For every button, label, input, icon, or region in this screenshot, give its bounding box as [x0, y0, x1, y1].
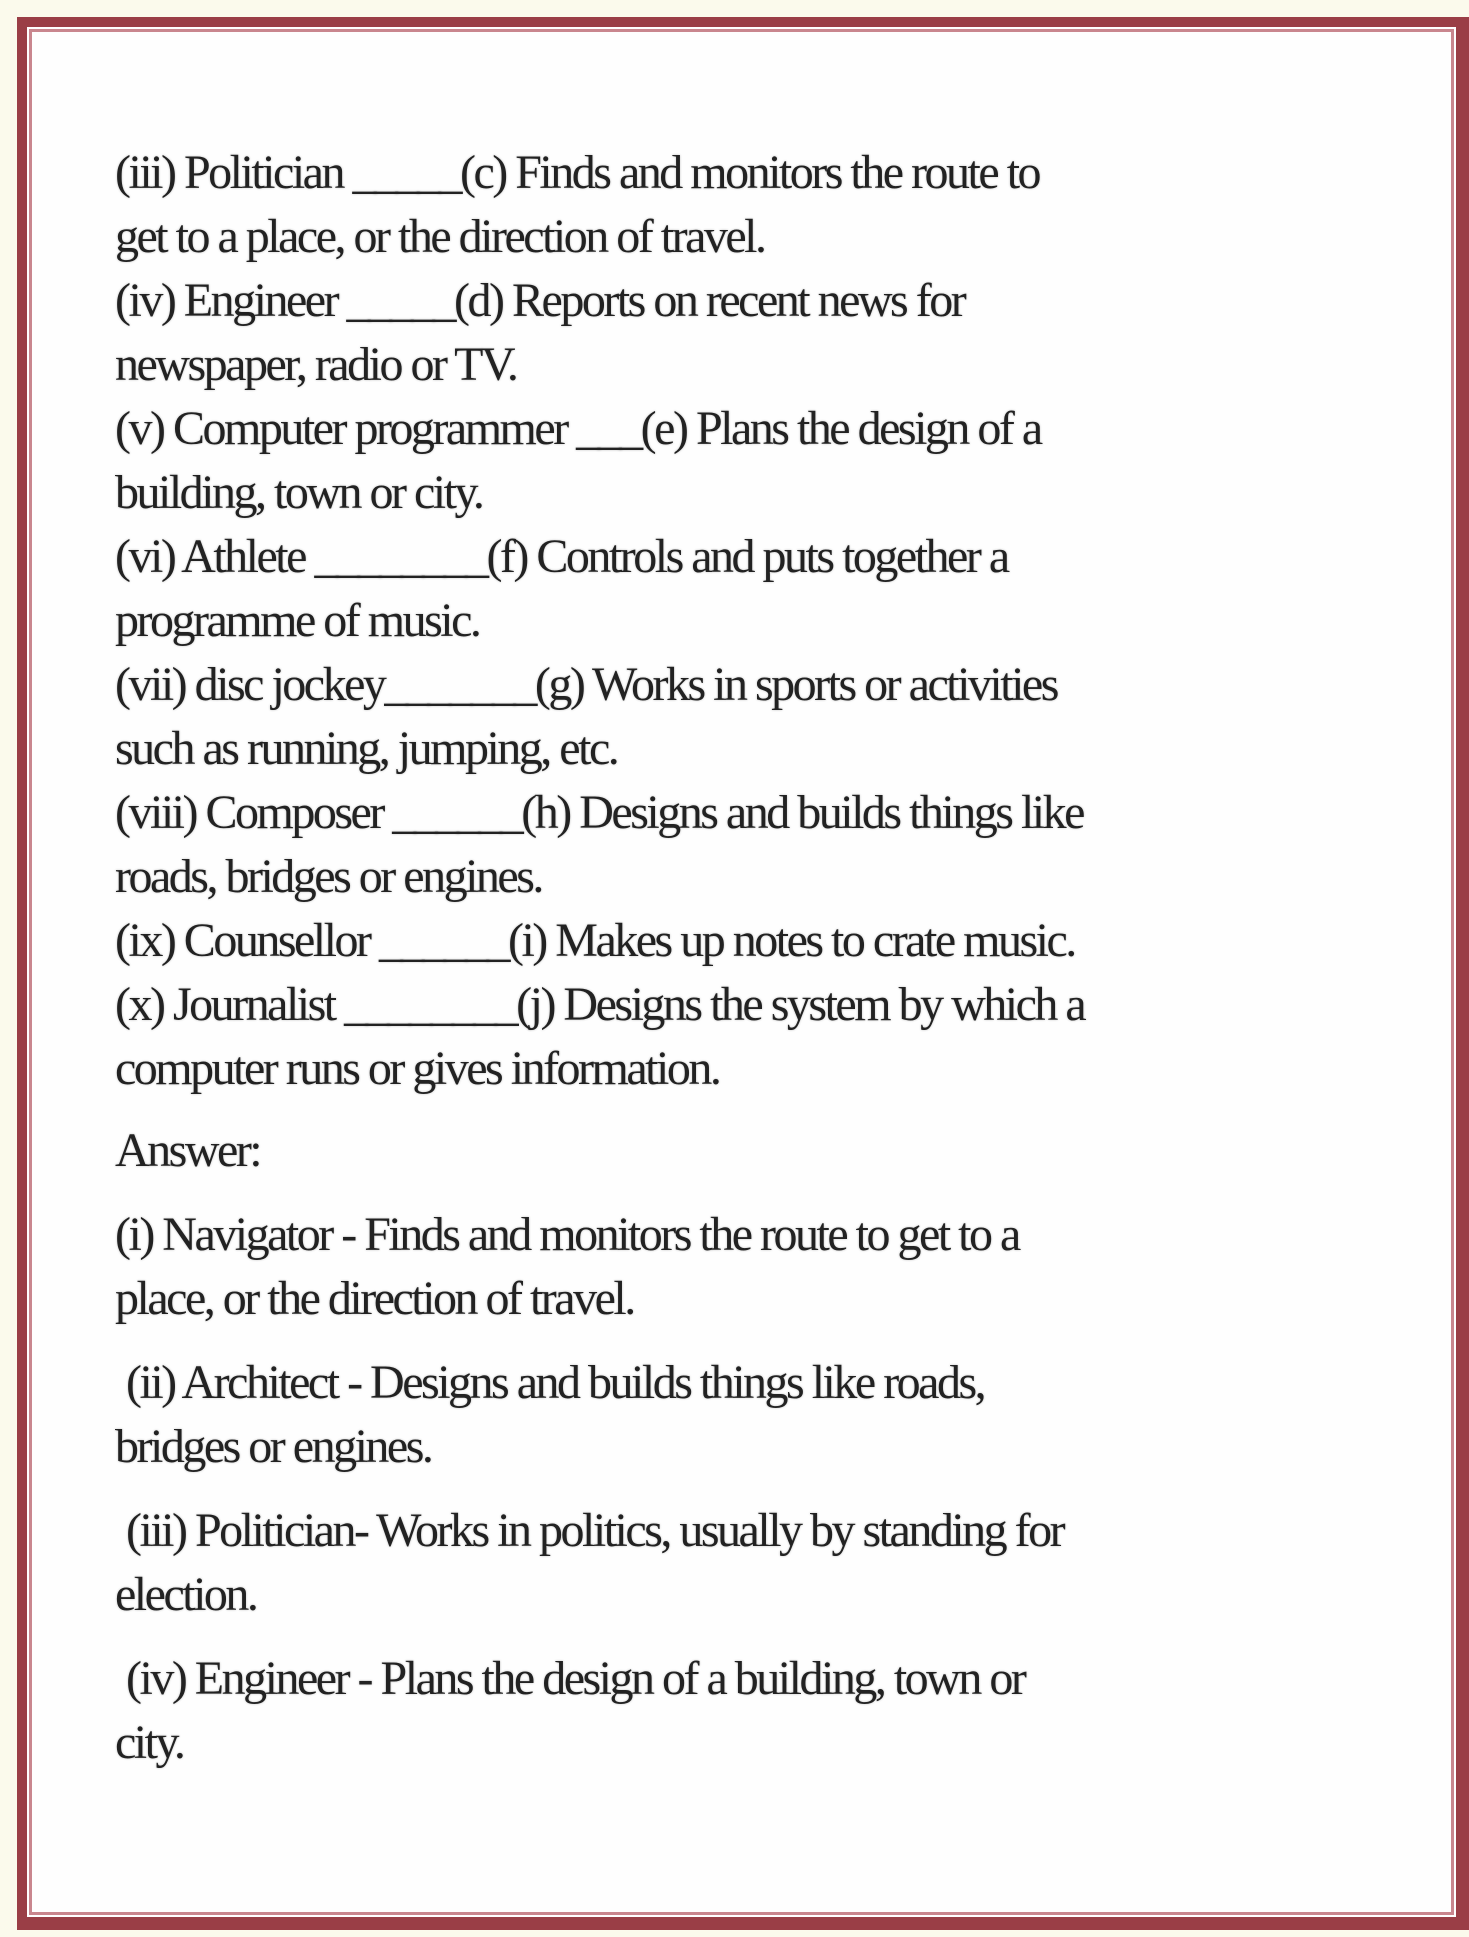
answer-line: (iii) Politician- Works in politics, usually by standing for	[126, 1504, 1064, 1557]
answer-paragraph	[115, 1351, 1433, 1479]
exercise-line: (iii) Politician _____(c) Finds and monitors the route to	[115, 146, 1040, 199]
exercise-line: roads, bridges or engines.	[115, 850, 542, 903]
exercise-line: building, town or city.	[115, 466, 483, 519]
page-border-outer	[17, 17, 1469, 1930]
exercise-line: computer runs or gives information.	[115, 1042, 720, 1095]
exercise-line: such as running, jumping, etc.	[115, 722, 618, 775]
answer-paragraph	[115, 1203, 1433, 1331]
answer-line: election.	[115, 1568, 257, 1621]
exercise-line: (vii) disc jockey_______(g) Works in sports or activities	[115, 658, 1057, 711]
exercise-line: (viii) Composer ______(h) Designs and builds things like	[115, 786, 1083, 839]
exercise-line: (ix) Counsellor ______(i) Makes up notes to crate music.	[115, 914, 1075, 967]
exercise-line: (v) Computer programmer ___(e) Plans the design of a	[115, 402, 1041, 455]
answer-line: (ii) Architect - Designs and builds things like roads,	[126, 1356, 985, 1409]
exercise-line: (iv) Engineer _____(d) Reports on recent news for	[115, 274, 965, 327]
answer-heading: Answer:	[115, 1124, 261, 1177]
answer-line: bridges or engines.	[115, 1420, 432, 1473]
answer-line: city.	[115, 1716, 184, 1769]
exercise-line: programme of music.	[115, 594, 480, 647]
exercise-line: (vi) Athlete ________(f) Controls and puts together a	[115, 530, 1008, 583]
answer-paragraph	[115, 1647, 1433, 1775]
answer-paragraph	[115, 1499, 1433, 1627]
exercise-line: (x) Journalist ________(j) Designs the system by which a	[115, 978, 1085, 1031]
answer-line: (i) Navigator - Finds and monitors the route to get to a	[115, 1208, 1019, 1261]
page-content	[32, 32, 1451, 1912]
exercise-line: get to a place, or the direction of travel.	[115, 210, 765, 263]
page-border-inner	[29, 29, 1454, 1915]
answer-line: place, or the direction of travel.	[115, 1272, 634, 1325]
answer-line: (iv) Engineer - Plans the design of a building, town or	[126, 1652, 1025, 1705]
exercise-line: newspaper, radio or TV.	[115, 338, 517, 391]
